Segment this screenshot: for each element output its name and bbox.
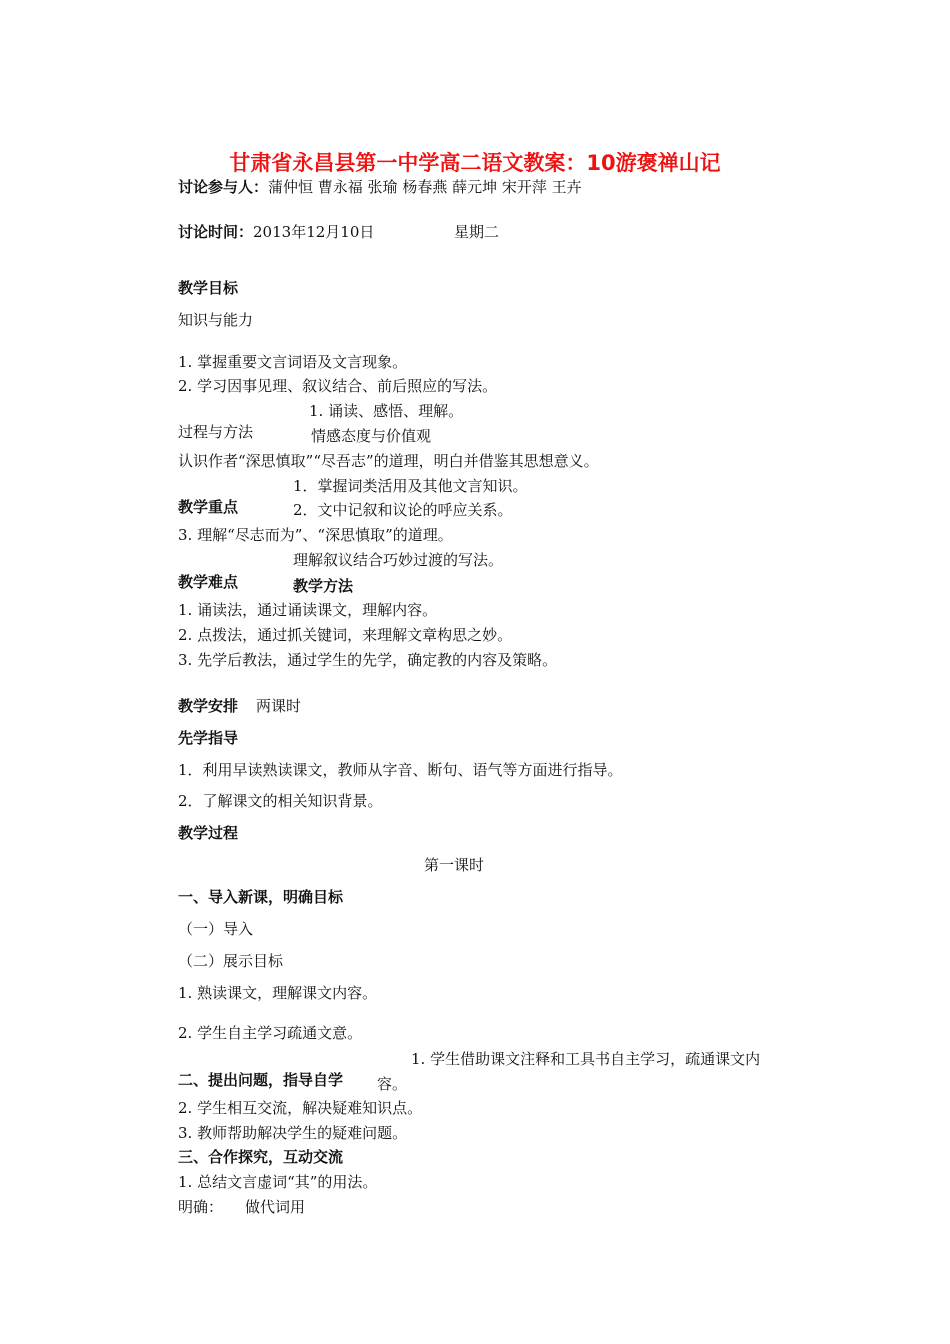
- process-s1-item-1: 1. 熟读课文，理解课文内容。: [178, 984, 378, 1002]
- keypoints-item-1: 1．掌握词类活用及其他文言知识。: [293, 477, 528, 495]
- process-section-3: 三、合作探究，互动交流: [178, 1148, 344, 1166]
- process-sub-2: （二）展示目标: [178, 952, 284, 970]
- keypoints-item-2: 2．文中记叙和议论的呼应关系。: [293, 501, 513, 519]
- goals-item-1: 1. 掌握重要文言词语及文言现象。: [178, 353, 408, 371]
- clarify-line: [178, 1197, 305, 1217]
- methods-item-3: 3. 先学后教法，通过学生的先学，确定教的内容及策略。: [178, 651, 558, 669]
- time-weekday: 星期二: [454, 223, 500, 241]
- process-s3-item-1: 1. 总结文言虚词“其”的用法。: [178, 1173, 378, 1191]
- guidance-heading: 先学指导: [178, 729, 239, 747]
- goals-knowledge: 知识与能力: [178, 311, 254, 329]
- participants-line: [178, 177, 582, 197]
- process-section-2: 二、提出问题，指导自学: [178, 1071, 344, 1089]
- goals-heading: 教学目标: [178, 279, 239, 297]
- time-label: 讨论时间：: [178, 223, 254, 241]
- process-s2-item-2: 2. 学生相互交流，解决疑难知识点。: [178, 1099, 423, 1117]
- keypoints-extra: 理解叙议结合巧妙过渡的写法。: [293, 551, 504, 569]
- time-line: [178, 222, 374, 242]
- goals-process: 过程与方法: [178, 423, 254, 441]
- page-title: 甘肃省永昌县第一中学高二语文教案：10游褒禅山记: [229, 151, 721, 175]
- goals-process-item: 1. 诵读、感悟、理解。: [309, 402, 464, 420]
- participants-label: 讨论参与人：: [178, 178, 269, 196]
- methods-item-2: 2. 点拨法，通过抓关键词，来理解文章构思之妙。: [178, 626, 513, 644]
- arrangement-value: 两课时: [256, 697, 302, 715]
- process-section-1: 一、导入新课，明确目标: [178, 888, 344, 906]
- keypoints-item-3: 3. 理解“尽志而为”、“深思慎取”的道理。: [178, 526, 453, 544]
- difficulty-heading: 教学难点: [178, 573, 239, 591]
- guidance-item-1: 1．利用早读熟读课文，教师从字音、断句、语气等方面进行指导。: [178, 761, 623, 779]
- clarify-label: 明确：: [178, 1198, 224, 1216]
- process-s1-item-2: 2. 学生自主学习疏通文意。: [178, 1024, 363, 1042]
- methods-item-1: 1. 诵读法，通过诵读课文，理解内容。: [178, 601, 438, 619]
- clarify-value: 做代词用: [245, 1198, 306, 1216]
- process-heading: 教学过程: [178, 824, 239, 842]
- process-lesson: 第一课时: [424, 856, 485, 874]
- arrangement-line: [178, 696, 301, 716]
- goals-item-2: 2. 学习因事见理、叙议结合、前后照应的写法。: [178, 377, 498, 395]
- goals-emotion-text: 认识作者“深思慎取”“尽吾志”的道理，明白并借鉴其思想意义。: [178, 452, 599, 470]
- guidance-item-2: 2．了解课文的相关知识背景。: [178, 792, 383, 810]
- participants-names: 蒲仲恒 曹永福 张瑜 杨春燕 薛元坤 宋开萍 王卉: [268, 178, 582, 196]
- process-s2-item-3: 3. 教师帮助解决学生的疑难问题。: [178, 1124, 408, 1142]
- process-s2-item-1b: 容。: [377, 1075, 408, 1093]
- process-s2-item-1a: 1. 学生借助课文注释和工具书自主学习，疏通课文内: [411, 1050, 761, 1068]
- process-sub-1: （一）导入: [178, 920, 254, 938]
- goals-emotion: 情感态度与价值观: [311, 427, 432, 445]
- methods-heading: 教学方法: [293, 577, 354, 595]
- time-date: 2013年12月10日: [253, 223, 375, 241]
- keypoints-heading: 教学重点: [178, 498, 239, 516]
- arrangement-heading: 教学安排: [178, 697, 239, 715]
